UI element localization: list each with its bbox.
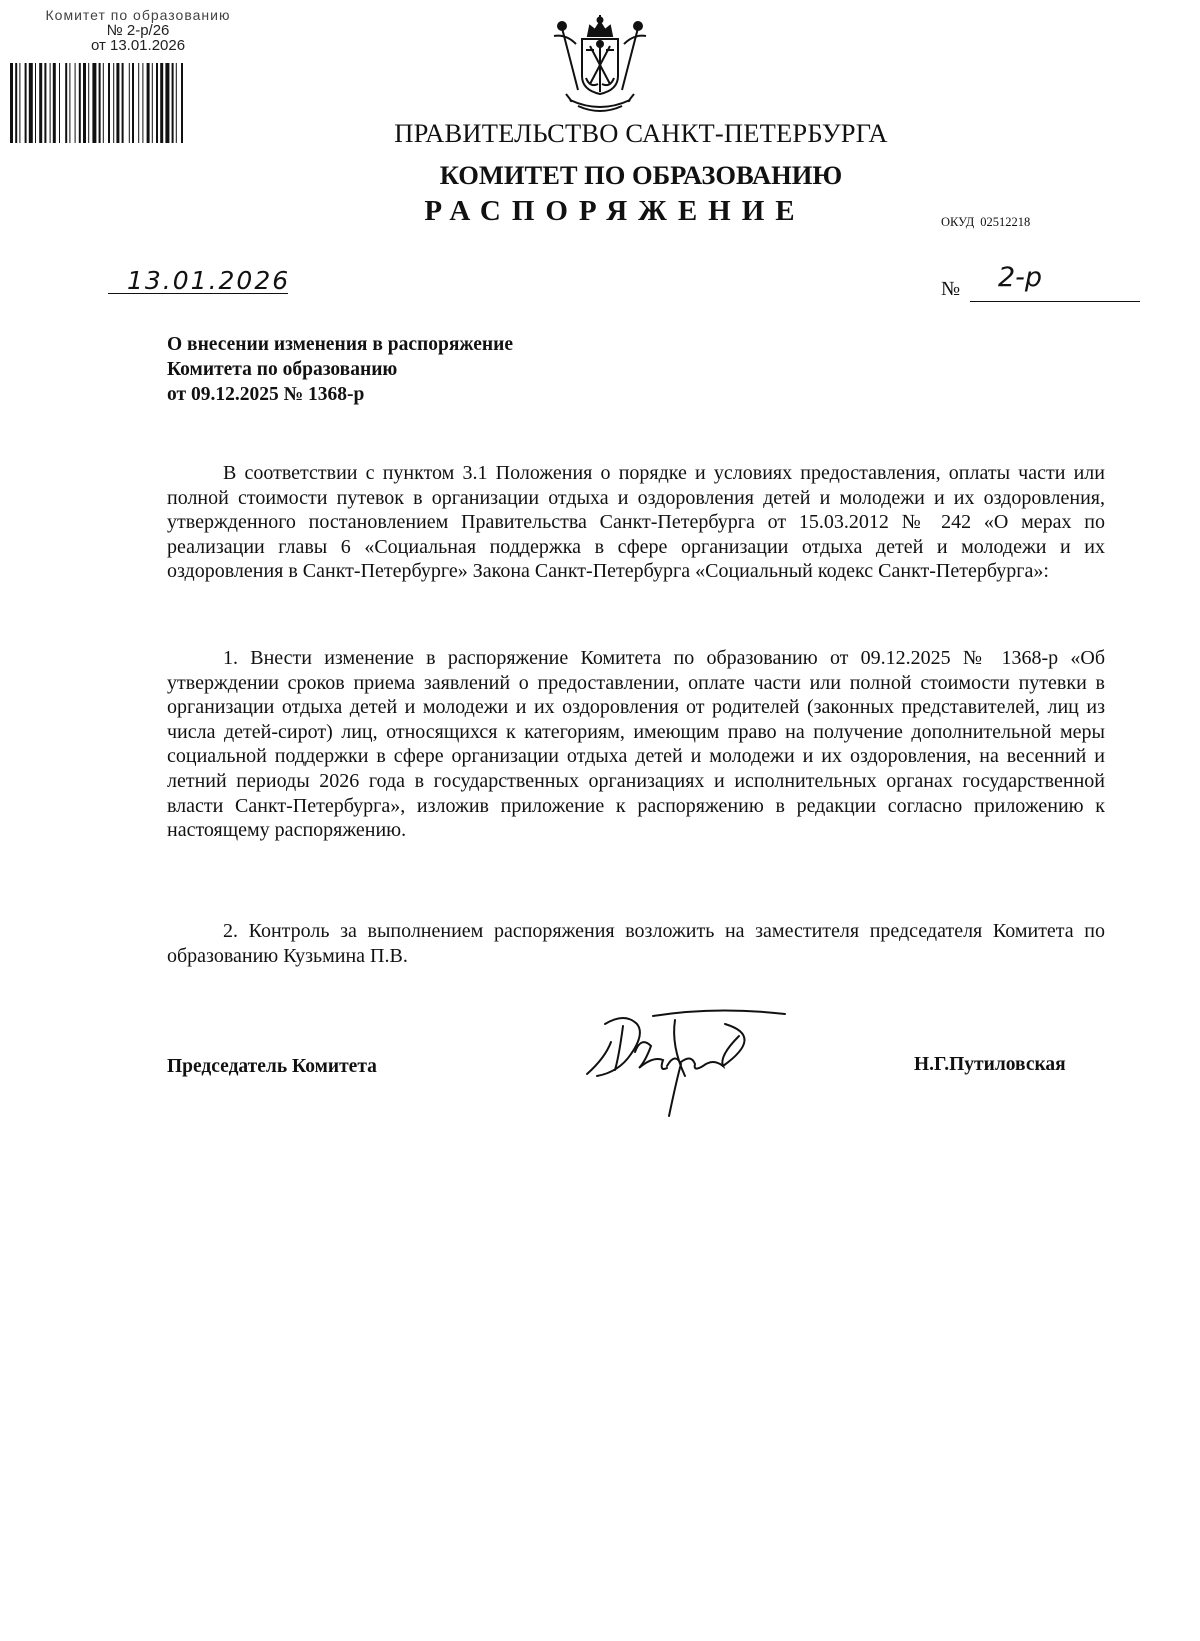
item-1-paragraph: 1. Внести изменение в распоряжение Комитета по образованию от 09.12.2025 № 1368-р «Об утверждении сроков приема заявлений о предоставлении, оплате части или полной стоимости путевки в организации отдыха детей и молодежи и их оздоровления от родителей (законных представителей, лиц из числа детей-сирот) лиц, относящихся к категориям, имеющим право на получение дополнительной меры социальной поддержки в сфере организации отдыха детей и молодежи и их оздоровления, на весенний и летний периоды 2026 года в государственных организациях и исполнительных органах государственной власти Санкт-Петербурга», изложив приложение к распоряжению в редакции согласно приложению к настоящему распоряжению.	[167, 647, 1105, 842]
item-2-paragraph: 2. Контроль за выполнением распоряжения возложить на заместителя председателя Комитета по образованию Кузьмина П.В.	[167, 920, 1105, 967]
handwritten-signature-icon	[575, 1006, 815, 1126]
okud-code	[941, 215, 1030, 230]
handwritten-date: 13.01.2026	[127, 266, 291, 295]
subject-line-1: О внесении изменения в распоряжение	[167, 334, 514, 355]
number-label: №	[941, 278, 961, 300]
okud-value: 02512218	[980, 215, 1031, 229]
stamp-org: Комитет по образованию	[45, 7, 231, 23]
handwritten-number: 2-р	[998, 262, 1043, 293]
document-type-title: РАСПОРЯЖЕНИЕ	[424, 195, 806, 227]
registration-stamp	[8, 8, 268, 53]
stamp-number: № 2-р/26	[106, 22, 170, 39]
number-underline	[970, 301, 1140, 302]
signatory-name: Н.Г.Путиловская	[914, 1054, 1066, 1075]
subject-line-2: Комитета по образованию	[167, 359, 398, 380]
preamble-paragraph: В соответствии с пунктом 3.1 Положения о порядке и условиях предоставления, оплаты части или полной стоимости путевок в организации отдыха и оздоровления детей и молодежи и их оздоровления, утвержденного постановлением Правительства Санкт-Петербурга от 15.03.2012 № 242 «О мерах по реализации главы 6 «Социальная поддержка в сфере организации отдыха детей и молодежи и их оздоровления в Санкт-Петербурге» Закона Санкт-Петербурга «Социальный кодекс Санкт-Петербурга»:	[167, 462, 1105, 583]
document-subject	[167, 332, 513, 407]
date-underline	[108, 293, 288, 294]
government-title: ПРАВИТЕЛЬСТВО САНКТ-ПЕТЕРБУРГА	[394, 118, 888, 148]
signatory-position: Председатель Комитета	[167, 1056, 377, 1077]
okud-label: ОКУД	[941, 215, 975, 229]
stamp-date: от 13.01.2026	[90, 37, 186, 54]
subject-line-3: от 09.12.2025 № 1368-р	[167, 384, 365, 405]
saint-petersburg-emblem-icon	[548, 14, 652, 116]
committee-title: КОМИТЕТ ПО ОБРАЗОВАНИЮ	[439, 160, 843, 190]
